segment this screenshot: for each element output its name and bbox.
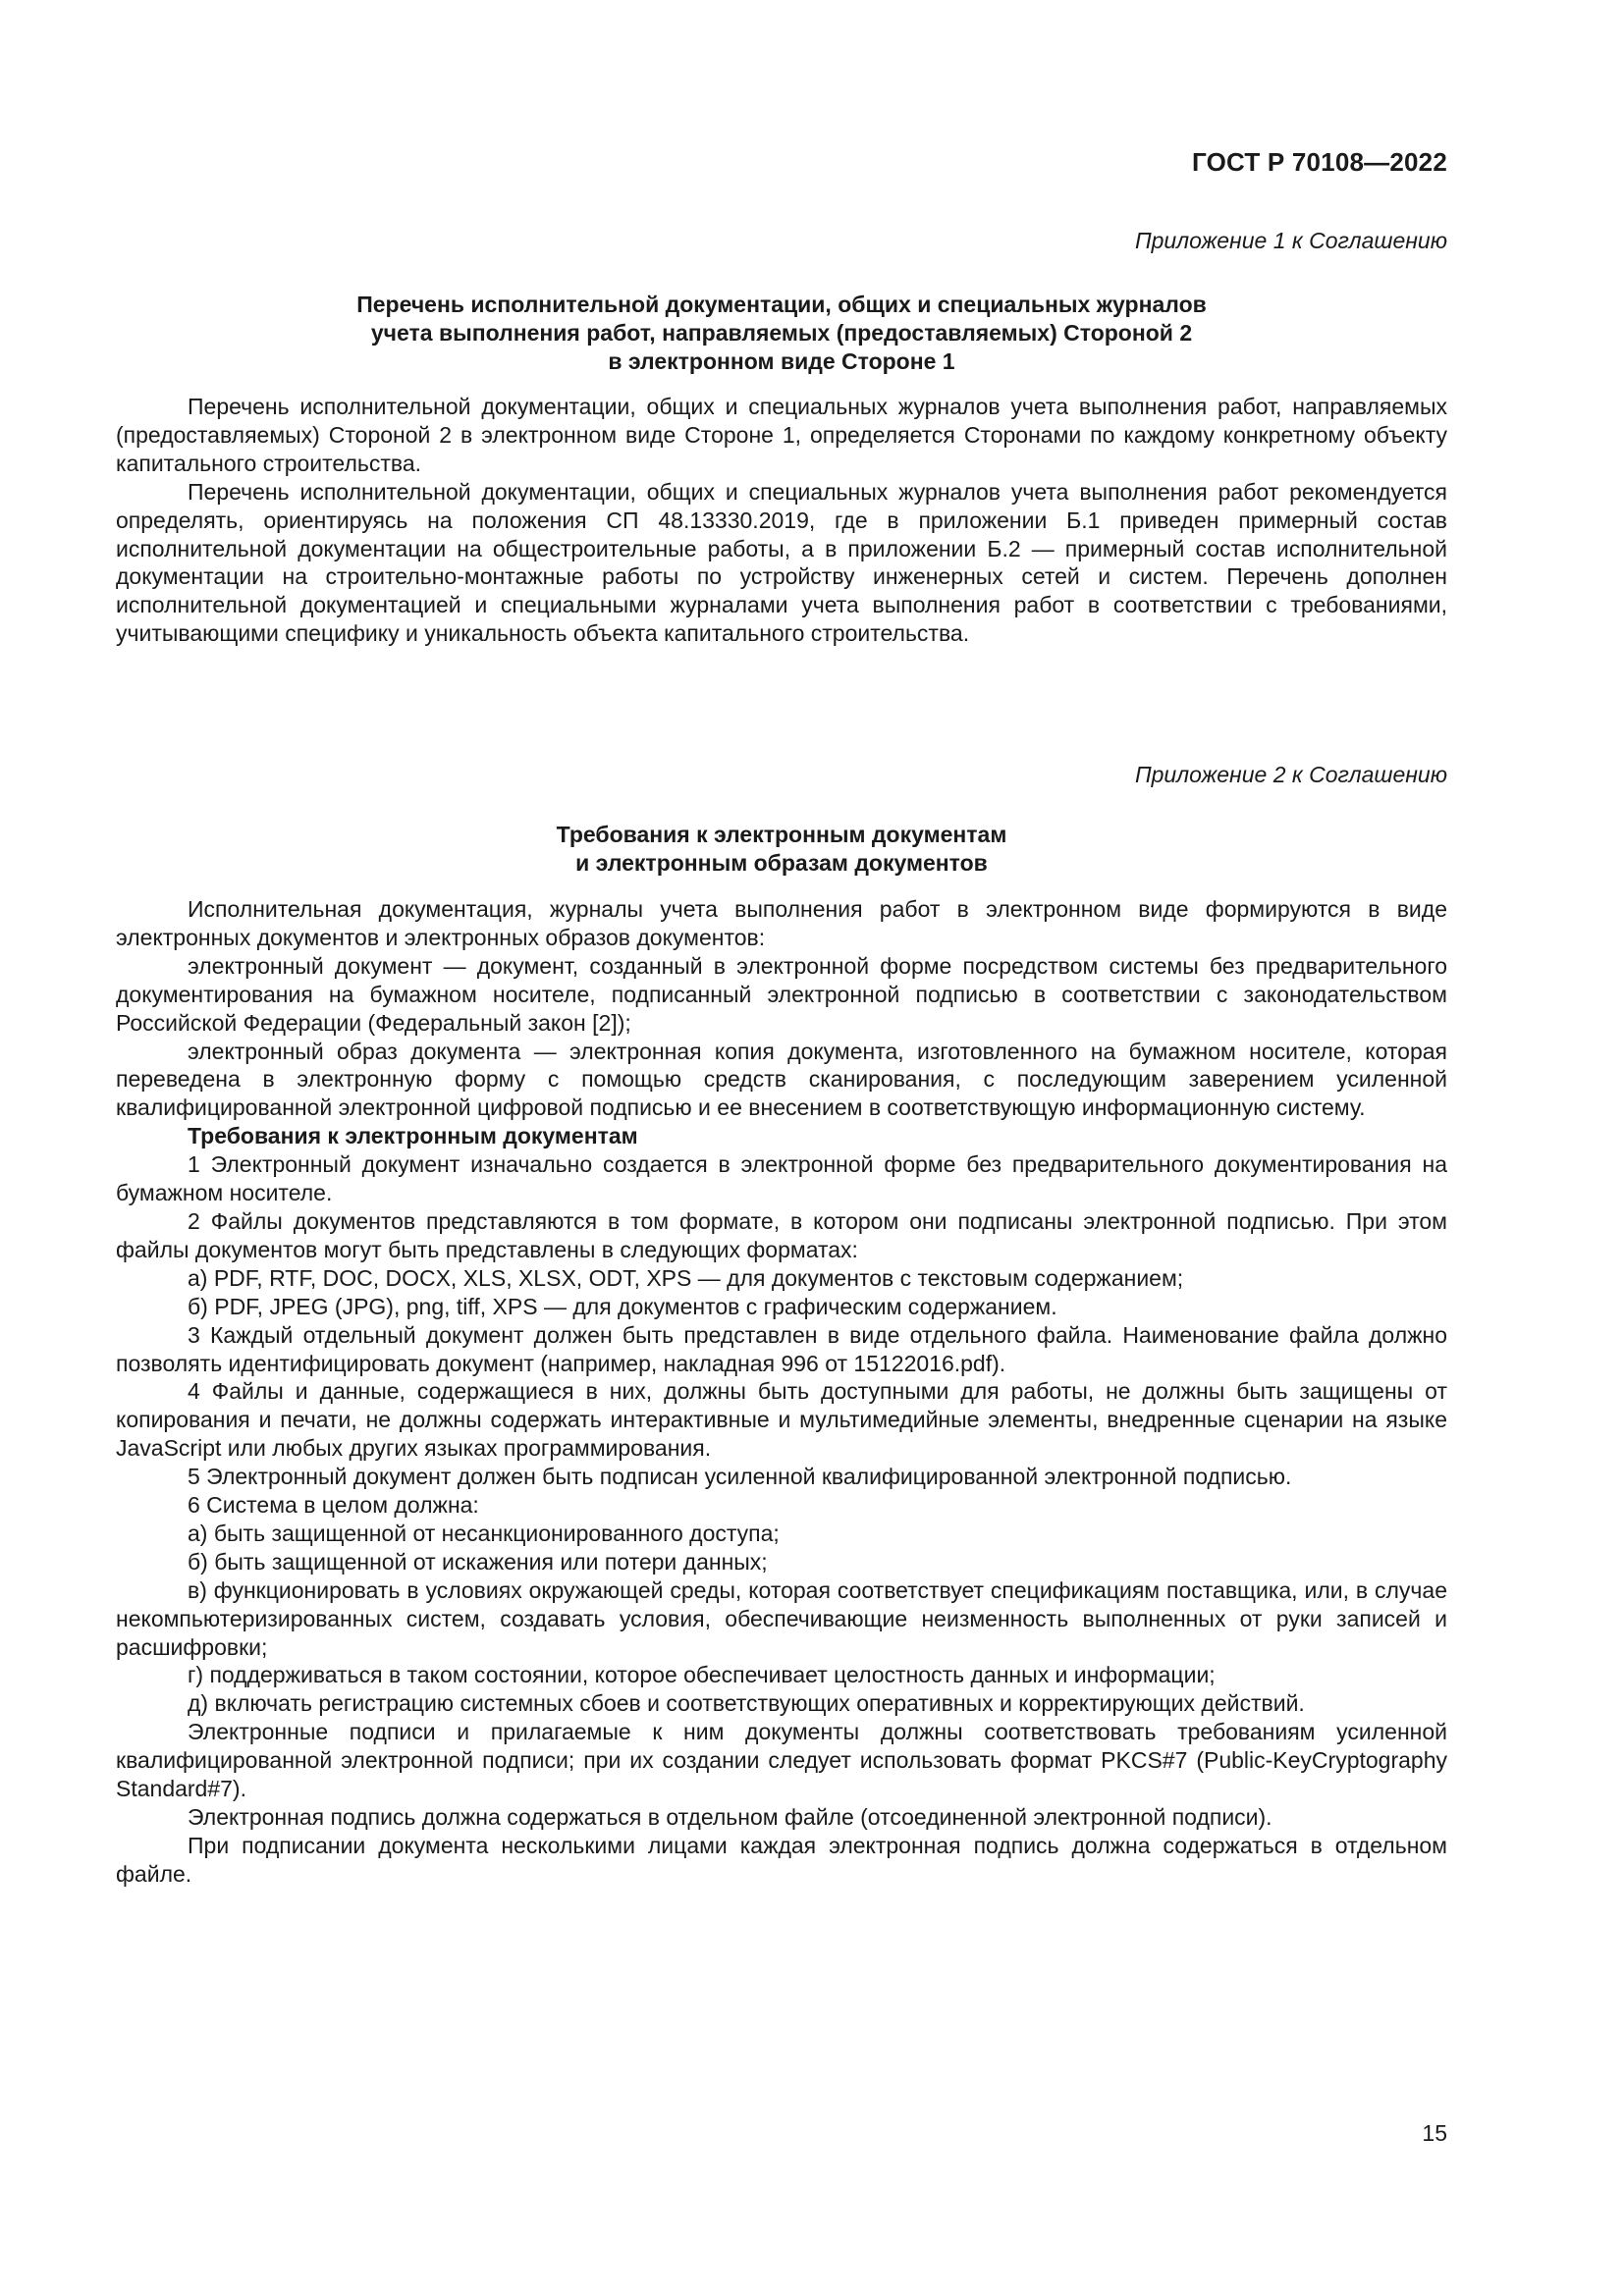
requirement-item: 1 Электронный документ изначально создается в электронной форме без предварительного документирования на бумажном носителе. xyxy=(116,1151,1447,1206)
paragraph: При подписании документа несколькими лицами каждая электронная подпись должна содержаться в отдельном файле. xyxy=(116,1832,1447,1887)
title-line: в электронном виде Стороне 1 xyxy=(608,348,955,374)
appendix-1-body xyxy=(116,393,1447,648)
page-number: 15 xyxy=(1422,2120,1447,2146)
paragraph: Электронные подписи и прилагаемые к ним документы должны соответствовать требованиям усиленной квалифицированной электронной подписи; при их создании следует использовать формат PKCS#7 (Public-KeyCryptography Standard#7). xyxy=(116,1719,1447,1802)
requirement-item: а) PDF, RTF, DOC, DOCX, XLS, XLSX, ODT, XPS — для документов с текстовым содержанием; xyxy=(188,1264,1184,1291)
title-line: и электронным образам документов xyxy=(575,850,988,876)
appendix-2-body xyxy=(116,895,1447,1889)
requirements-subheading: Требования к электронным документам xyxy=(188,1123,638,1149)
document-code: ГОСТ Р 70108—2022 xyxy=(1192,147,1447,177)
requirement-item: 3 Каждый отдельный документ должен быть представлен в виде отдельного файла. Наименование файла должно позволять идентифицировать документ (например, накладная 996 от 15122016.pdf). xyxy=(116,1321,1447,1376)
definition-paragraph: электронный образ документа — электронная копия документа, изготовленного на бумажном носителе, которая переведена в электронную форму с помощью средств сканирования, с последующим заверением усиленной квалифицированной электронной цифровой подписью и ее внесением в соответствующую информационную систему. xyxy=(116,1038,1447,1121)
title-line: учета выполнения работ, направляемых (предоставляемых) Стороной 2 xyxy=(370,320,1193,346)
appendix-1-label: Приложение 1 к Соглашению xyxy=(1134,228,1447,253)
requirement-item: а) быть защищенной от несанкционированного доступа; xyxy=(188,1520,780,1546)
paragraph: Перечень исполнительной документации, общих и специальных журналов учета выполнения работ, направляемых (предоставляемых) Стороной 2 в электронном виде Стороне 1, определяется Сторонами по каждому конкретному объекту капитального строительства. xyxy=(116,394,1447,476)
requirement-item: 4 Файлы и данные, содержащиеся в них, должны быть доступными для работы, не должны быть защищены от копирования и печати, не должны содержать интерактивные и мультимедийные элементы, внедренные сценарии на языке JavaScript или любых других языках программирования. xyxy=(116,1378,1447,1462)
title-line: Требования к электронным документам xyxy=(556,822,1007,847)
requirement-item: б) быть защищенной от искажения или потери данных; xyxy=(188,1548,768,1575)
requirement-item: б) PDF, JPEG (JPG), png, tiff, XPS — для документов с графическим содержанием. xyxy=(188,1293,1057,1319)
paragraph: Перечень исполнительной документации, общих и специальных журналов учета выполнения работ рекомендуется определять, ориентируясь на положения СП 48.13330.2019, где в приложении Б.1 приведен примерный состав исполнительной документации на общестроительные работы, а в приложении Б.2 — примерный состав исполнительной документации на строительно-монтажные работы по устройству инженерных сетей и систем. Перечень дополнен исполнительной документацией и специальными журналами учета выполнения работ в соответствии с требованиями, учитывающими специфику и уникальность объекта капитального строительства. xyxy=(116,478,1447,647)
appendix-2-title xyxy=(116,821,1447,878)
appendix-1-title xyxy=(116,291,1447,376)
paragraph: Электронная подпись должна содержаться в отдельном файле (отсоединенной электронной подписи). xyxy=(188,1804,1272,1830)
requirement-item: г) поддерживаться в таком состоянии, которое обеспечивает целостность данных и информации; xyxy=(188,1662,1216,1688)
requirement-item: 2 Файлы документов представляются в том формате, в котором они подписаны электронной подписью. При этом файлы документов могут быть представлены в следующих форматах: xyxy=(116,1207,1447,1262)
paragraph: Исполнительная документация, журналы учета выполнения работ в электронном виде формируются в виде электронных документов и электронных образов документов: xyxy=(116,896,1447,950)
requirement-item: 5 Электронный документ должен быть подписан усиленной квалифицированной электронной подписью. xyxy=(188,1464,1292,1490)
requirement-item: в) функционировать в условиях окружающей среды, которая соответствует спецификациям поставщика, или, в случае некомпьютеризированных систем, создавать условия, обеспечивающие неизменность выполненных от руки записей и расшифровки; xyxy=(116,1576,1447,1660)
title-line: Перечень исполнительной документации, общих и специальных журналов xyxy=(356,292,1207,317)
requirement-item: д) включать регистрацию системных сбоев и соответствующих оперативных и корректирующих действий. xyxy=(188,1690,1305,1717)
definition-paragraph: электронный документ — документ, созданный в электронной форме посредством системы без предварительного документирования на бумажном носителе, подписанный электронной подписью в соответствии с законодательством Российской Федерации (Федеральный закон [2]); xyxy=(116,952,1447,1036)
requirement-item: 6 Система в целом должна: xyxy=(188,1492,479,1519)
appendix-2-label: Приложение 2 к Соглашению xyxy=(1134,762,1447,787)
